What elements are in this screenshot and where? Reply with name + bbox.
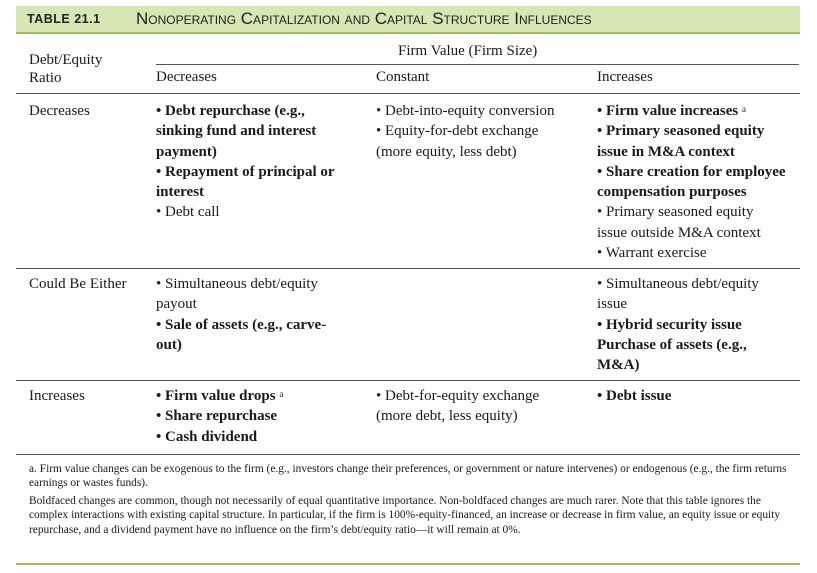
cell-r3-decreases	[156, 386, 283, 447]
list-item: (more equity, less debt)	[376, 143, 517, 160]
row-label-decreases: Decreases	[29, 103, 90, 119]
row-header-line-1: Debt/Equity	[29, 52, 103, 68]
list-item: out)	[156, 336, 182, 353]
list-item: • Equity-for-debt exchange	[376, 123, 539, 140]
list-item: • Share repurchase	[156, 408, 278, 425]
cell-r3-increases	[597, 386, 671, 406]
header-rule	[16, 93, 800, 94]
list-item: • Primary seasoned equity	[597, 123, 765, 140]
list-item: • Cash dividend	[156, 428, 258, 445]
list-item: Purchase of assets (e.g.,	[597, 336, 747, 353]
list-item: • Debt-into-equity conversion	[376, 103, 555, 119]
cell-r2-increases	[597, 274, 759, 375]
footnote-marker: a	[741, 104, 746, 114]
list-item: issue outside M&A context	[597, 224, 761, 241]
list-item: issue	[597, 296, 627, 313]
footnote-note: Boldfaced changes are common, though not necessarily of equal quantitative importance. Non-boldfaced changes are much rarer. Note that this table ignores the complex interactions with existing capital structure. In particular, if the firm is 100%-equity-financed, an increase or decrease in firm value, an equity issue or equity repurchase, and a dividend payment have no influence on the firm’s debt/equity ratio—it will remain at 0%.	[29, 495, 781, 536]
list-item: • Firm value drops $^a$	[156, 388, 284, 404]
list-item: issue in M&A context	[597, 143, 735, 160]
list-item: • Hybrid security issue	[597, 316, 742, 333]
list-item: • Debt-for-equity exchange	[376, 388, 540, 404]
footnote-marker: a	[279, 389, 284, 399]
row-label-could-be-either: Could Be Either	[29, 276, 127, 292]
column-header-decreases: Decreases	[156, 69, 217, 85]
table-title: Nonoperating Capitalization and Capital Structure Influences	[136, 9, 592, 28]
list-item: • Share creation for employee	[597, 163, 786, 180]
column-header-constant: Constant	[376, 69, 430, 85]
table-label: TABLE 21.1	[27, 12, 101, 26]
list-item: payout	[156, 296, 197, 313]
cell-r1-constant	[376, 101, 555, 162]
list-item: sinking fund and interest	[156, 123, 317, 140]
footnote-a: a. Firm value changes can be exogenous to the firm (e.g., investors change their preferences, or government or nature intervenes) or endogenous (e.g., the firm returns earnings or wastes funds).	[29, 463, 787, 490]
row-header-line-2: Ratio	[29, 70, 62, 86]
cell-r3-constant	[376, 386, 539, 427]
cell-r1-decreases	[156, 101, 335, 223]
list-item: payment)	[156, 143, 217, 160]
list-item: (more debt, less equity)	[376, 408, 518, 425]
list-item: • Sale of assets (e.g., carve-	[156, 316, 327, 333]
list-item: interest	[156, 184, 205, 201]
list-item: • Simultaneous debt/equity	[156, 276, 318, 292]
table-bottom-rule	[16, 454, 800, 455]
list-item: • Warrant exercise	[597, 245, 707, 262]
list-item: compensation purposes	[597, 184, 747, 201]
list-item: • Debt issue	[597, 388, 672, 404]
column-group-header: Firm Value (Firm Size)	[398, 43, 538, 59]
list-item: • Debt repurchase (e.g.,	[156, 103, 305, 119]
list-item: • Simultaneous debt/equity	[597, 276, 759, 292]
list-item: • Primary seasoned equity	[597, 204, 754, 221]
table-title-bar	[16, 6, 800, 34]
cell-r1-increases	[597, 101, 786, 263]
list-item: M&A)	[597, 357, 640, 374]
column-header-increases: Increases	[597, 69, 653, 85]
footer-accent-rule	[16, 563, 800, 565]
list-item: • Repayment of principal or	[156, 163, 335, 180]
list-item: • Debt call	[156, 204, 220, 221]
group-header-rule	[156, 64, 799, 65]
list-item: • Firm value increases $^a$	[597, 103, 746, 119]
cell-r2-decreases	[156, 274, 326, 355]
row-label-increases: Increases	[29, 388, 85, 404]
row-header	[29, 51, 102, 87]
row-rule	[16, 380, 800, 381]
row-rule	[16, 268, 800, 269]
